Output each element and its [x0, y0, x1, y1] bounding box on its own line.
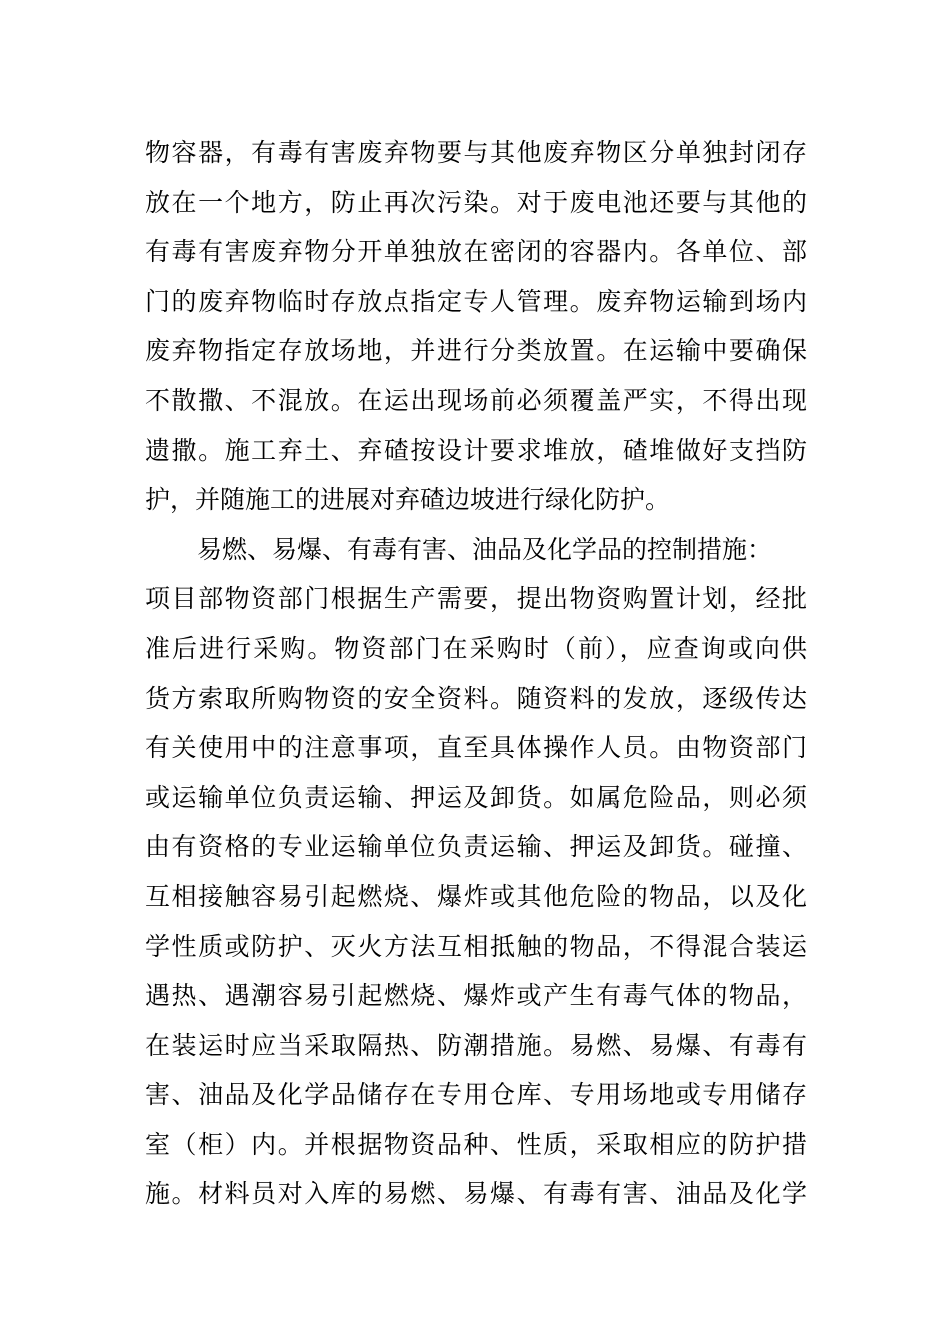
text-line: 门的废弃物临时存放点指定专人管理。废弃物运输到场内: [145, 286, 807, 316]
text-line: 准后进行采购。物资部门在采购时（前），应查询或向供: [145, 633, 807, 663]
text-line: 项目部物资部门根据生产需要，提出物资购置计划，经批: [145, 584, 807, 614]
text-line: 不散撒、不混放。在运出现场前必须覆盖严实，不得出现: [145, 385, 807, 415]
text-line: 有毒有害废弃物分开单独放在密闭的容器内。各单位、部: [145, 237, 807, 267]
text-line: 遗撒。施工弃土、弃碴按设计要求堆放，碴堆做好支挡防: [145, 435, 807, 465]
text-line: 遇热、遇潮容易引起燃烧、爆炸或产生有毒气体的物品，: [145, 981, 807, 1011]
text-line: 互相接触容易引起燃烧、爆炸或其他危险的物品，以及化: [145, 881, 807, 911]
text-line: 有关使用中的注意事项，直至具体操作人员。由物资部门: [145, 733, 807, 763]
text-line: 物容器，有毒有害废弃物要与其他废弃物区分单独封闭存: [145, 138, 807, 167]
body-text: [145, 128, 807, 1219]
text-line: 在装运时应当采取隔热、防潮措施。易燃、易爆、有毒有: [145, 1030, 807, 1060]
text-line: 护，并随施工的进展对弃碴边坡进行绿化防护。: [145, 485, 671, 515]
text-line: 施。材料员对入库的易燃、易爆、有毒有害、油品及化学: [145, 1179, 807, 1209]
paragraph-heading-line: 易燃、易爆、有毒有害、油品及化学品的控制措施：: [197, 534, 773, 564]
text-line: 放在一个地方，防止再次污染。对于废电池还要与其他的: [145, 187, 807, 217]
text-line: 或运输单位负责运输、押运及卸货。如属危险品，则必须: [145, 782, 807, 812]
text-line: 室（柜）内。并根据物资品种、性质，采取相应的防护措: [145, 1129, 807, 1159]
text-line: 货方索取所购物资的安全资料。随资料的发放，逐级传达: [145, 683, 807, 713]
text-line: 害、油品及化学品储存在专用仓库、专用场地或专用储存: [145, 1080, 807, 1110]
text-line: 由有资格的专业运输单位负责运输、押运及卸货。碰撞、: [145, 832, 807, 862]
text-line: 废弃物指定存放场地，并进行分类放置。在运输中要确保: [145, 336, 807, 366]
text-line: 学性质或防护、灭火方法互相抵触的物品，不得混合装运: [145, 931, 807, 961]
